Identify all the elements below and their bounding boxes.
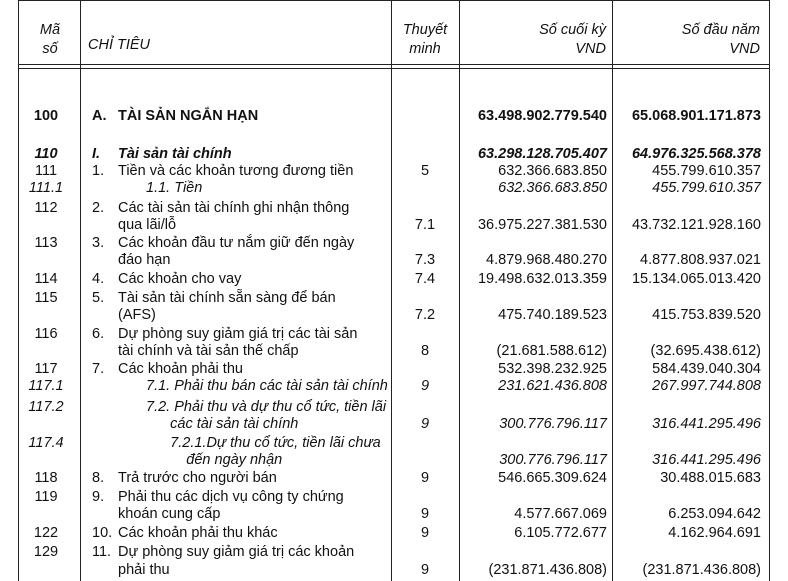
row-previous-value: 15.134.065.013.420 bbox=[631, 271, 761, 287]
row-current-value: 632.366.683.850 bbox=[498, 180, 607, 196]
row-current-value: 231.621.436.808 bbox=[498, 378, 607, 394]
row-number: 11. bbox=[92, 544, 112, 560]
row-note: 7.3 bbox=[414, 252, 436, 268]
row-label: Các khoản phải thu khác bbox=[118, 525, 278, 541]
row-label: đến ngày nhận bbox=[146, 452, 283, 468]
table-row bbox=[0, 523, 788, 543]
row-label: (AFS) bbox=[118, 307, 156, 323]
row-note: 9 bbox=[420, 470, 430, 486]
header-code: Mã số bbox=[39, 22, 61, 57]
row-number: 4. bbox=[92, 271, 105, 287]
row-code: 110 bbox=[34, 146, 58, 162]
row-previous-value: 316.441.295.496 bbox=[652, 416, 761, 432]
row-label: khoán cung cấp bbox=[118, 506, 221, 522]
row-note: 9 bbox=[420, 525, 430, 541]
row-note: 5 bbox=[420, 163, 430, 179]
row-note: 7.1 bbox=[414, 217, 436, 233]
row-number: 7. bbox=[92, 361, 105, 377]
row-label: tài chính và tài sản thế chấp bbox=[118, 343, 299, 359]
row-label: Phải thu các dịch vụ công ty chứng bbox=[118, 489, 344, 505]
row-note: 9 bbox=[420, 378, 430, 394]
row-previous-value: 455.799.610.357 bbox=[652, 163, 761, 179]
row-label: đáo hạn bbox=[118, 252, 171, 268]
row-note: 7.4 bbox=[414, 271, 436, 287]
row-label: Các khoản phải thu bbox=[118, 361, 243, 377]
row-previous-value: 584.439.040.304 bbox=[652, 361, 761, 377]
header-note: Thuyết minh bbox=[402, 22, 448, 57]
row-previous-value: 64.976.325.568.378 bbox=[631, 146, 761, 162]
table-row bbox=[0, 305, 788, 325]
header-bottom-rule-double bbox=[18, 68, 770, 69]
row-current-value: 36.975.227.381.530 bbox=[477, 217, 607, 233]
row-label: Dự phòng suy giảm giá trị các khoản bbox=[118, 544, 355, 560]
row-code: 100 bbox=[33, 108, 59, 124]
table-row bbox=[0, 341, 788, 361]
row-previous-value: 65.068.901.171.873 bbox=[631, 108, 761, 124]
row-code: 112 bbox=[34, 200, 58, 216]
row-label: Trả trước cho người bán bbox=[118, 470, 277, 486]
row-label: Các khoản đầu tư nắm giữ đến ngày bbox=[118, 235, 355, 251]
table-row bbox=[0, 178, 788, 198]
row-current-value: (21.681.588.612) bbox=[496, 343, 607, 359]
table-row bbox=[0, 250, 788, 270]
row-note: 9 bbox=[420, 416, 430, 432]
row-note: 9 bbox=[420, 506, 430, 522]
row-current-value: 63.298.128.705.407 bbox=[477, 146, 607, 162]
table-row bbox=[0, 376, 788, 396]
row-current-value: (231.871.436.808) bbox=[488, 562, 607, 578]
row-previous-value: (32.695.438.612) bbox=[650, 343, 761, 359]
row-label: 7.2.1.Dự thu cổ tức, tiền lãi chưa bbox=[146, 435, 381, 451]
row-label: qua lãi/lỗ bbox=[118, 217, 177, 233]
row-code: 117.4 bbox=[28, 435, 64, 451]
row-label: 7.2. Phải thu và dự thu cổ tức, tiền lãi bbox=[146, 399, 387, 415]
header-bottom-rule bbox=[18, 64, 770, 65]
row-previous-value: 415.753.839.520 bbox=[652, 307, 761, 323]
row-code: 118 bbox=[34, 470, 58, 486]
row-current-value: 475.740.189.523 bbox=[498, 307, 607, 323]
row-label: Các tài sản tài chính ghi nhận thông bbox=[118, 200, 350, 216]
row-note: 9 bbox=[420, 562, 430, 578]
row-label: các tài sản tài chính bbox=[146, 416, 299, 432]
row-code: 117 bbox=[34, 361, 58, 377]
table-row bbox=[0, 106, 788, 126]
row-code: 111 bbox=[34, 163, 58, 179]
row-number: 8. bbox=[92, 470, 105, 486]
header-current-period: Số cuối kỳ VND bbox=[539, 22, 606, 57]
row-previous-value: 267.997.744.808 bbox=[652, 378, 761, 394]
row-number: 6. bbox=[92, 326, 105, 342]
row-note: 8 bbox=[420, 343, 430, 359]
table-row bbox=[0, 450, 788, 470]
table-row bbox=[0, 468, 788, 488]
row-current-value: 4.577.667.069 bbox=[514, 506, 607, 522]
row-previous-value: 6.253.094.642 bbox=[668, 506, 761, 522]
header-previous-period: Số đầu năm VND bbox=[681, 22, 760, 57]
row-previous-value: 30.488.015.683 bbox=[660, 470, 761, 486]
table-row bbox=[0, 414, 788, 434]
row-code: 117.2 bbox=[28, 399, 64, 415]
row-code: 115 bbox=[34, 290, 58, 306]
row-label: Tài sản tài chính bbox=[118, 146, 232, 162]
row-previous-value: 455.799.610.357 bbox=[652, 180, 761, 196]
row-number: 2. bbox=[92, 200, 105, 216]
row-number: 5. bbox=[92, 290, 105, 306]
row-code: 117.1 bbox=[28, 378, 64, 394]
row-label: Tiền và các khoản tương đương tiền bbox=[118, 163, 354, 179]
row-number: I. bbox=[92, 146, 101, 162]
row-code: 111.1 bbox=[28, 180, 64, 196]
row-previous-value: 316.441.295.496 bbox=[652, 452, 761, 468]
table-row bbox=[0, 269, 788, 289]
row-current-value: 6.105.772.677 bbox=[514, 525, 607, 541]
table-row bbox=[0, 504, 788, 524]
row-previous-value: 43.732.121.928.160 bbox=[631, 217, 761, 233]
row-previous-value: (231.871.436.808) bbox=[642, 562, 761, 578]
row-code: 114 bbox=[34, 271, 58, 287]
row-current-value: 300.776.796.117 bbox=[499, 416, 607, 432]
row-current-value: 632.366.683.850 bbox=[498, 163, 607, 179]
row-label: Tài sản tài chính sẵn sàng để bán bbox=[118, 290, 336, 306]
row-current-value: 532.398.232.925 bbox=[498, 361, 607, 377]
row-label: Các khoản cho vay bbox=[118, 271, 242, 287]
row-label: 7.1. Phải thu bán các tài sản tài chính bbox=[146, 378, 388, 394]
row-code: 113 bbox=[34, 235, 58, 251]
table-row bbox=[0, 542, 788, 562]
row-code: 129 bbox=[33, 544, 59, 560]
table-row bbox=[0, 215, 788, 235]
row-current-value: 63.498.902.779.540 bbox=[477, 108, 607, 124]
header-top-rule bbox=[18, 0, 770, 1]
row-number: 3. bbox=[92, 235, 105, 251]
row-code: 119 bbox=[34, 489, 58, 505]
header-indicator: CHỈ TIÊU bbox=[88, 37, 151, 53]
row-label: phải thu bbox=[118, 562, 170, 578]
row-code: 122 bbox=[33, 525, 59, 541]
row-label: TÀI SẢN NGẮN HẠN bbox=[118, 108, 259, 124]
row-label: 1.1. Tiền bbox=[146, 180, 203, 196]
row-current-value: 300.776.796.117 bbox=[499, 452, 607, 468]
row-code: 116 bbox=[34, 326, 58, 342]
row-previous-value: 4.162.964.691 bbox=[668, 525, 761, 541]
row-current-value: 19.498.632.013.359 bbox=[477, 271, 607, 287]
row-number: 1. bbox=[92, 163, 105, 179]
table-row bbox=[0, 560, 788, 580]
row-note: 7.2 bbox=[414, 307, 436, 323]
row-label: Dự phòng suy giảm giá trị các tài sản bbox=[118, 326, 358, 342]
row-number: A. bbox=[92, 108, 107, 124]
row-current-value: 546.665.309.624 bbox=[498, 470, 607, 486]
row-previous-value: 4.877.808.937.021 bbox=[640, 252, 761, 268]
row-number: 10. bbox=[92, 525, 113, 541]
row-number: 9. bbox=[92, 489, 105, 505]
row-current-value: 4.879.968.480.270 bbox=[486, 252, 607, 268]
